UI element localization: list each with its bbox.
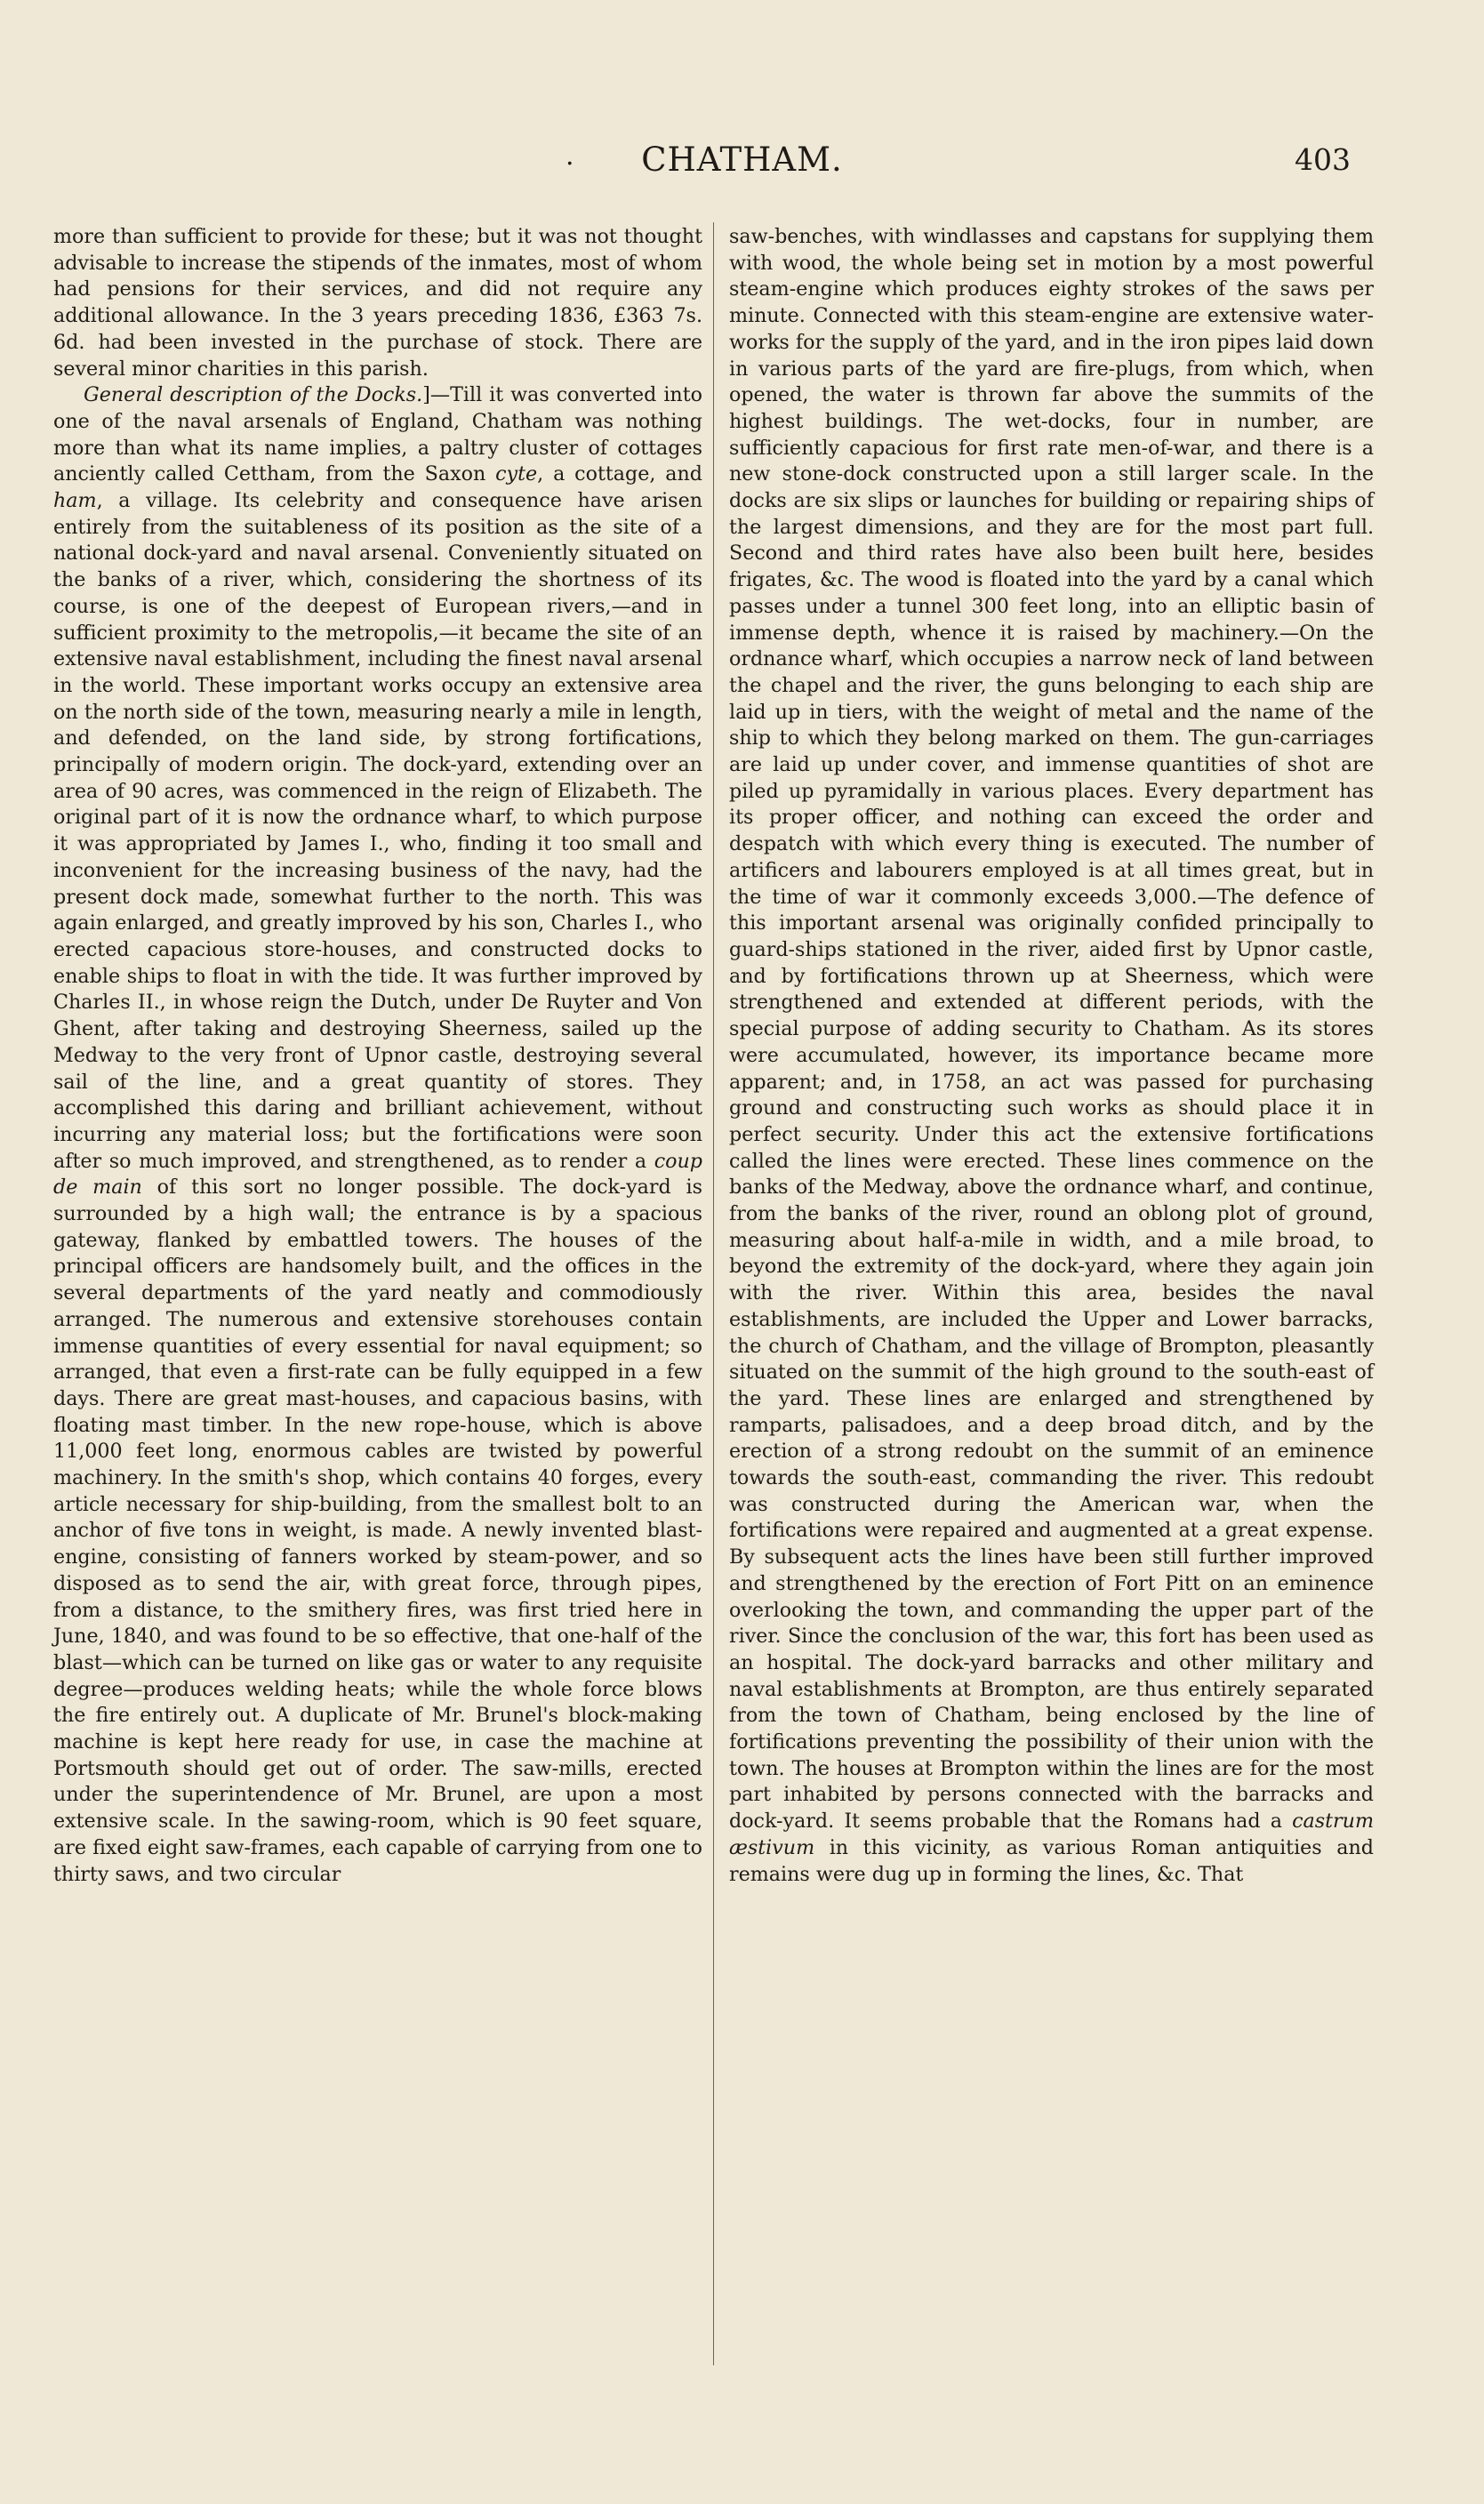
running-title: CHATHAM. [641,140,843,179]
paragraph-docks-description [53,382,702,1888]
text-run: saw-benches, with windlasses and capstans for supplying them with wood, the whole being set in motion by a most powerful steam-engine which produces eighty strokes of the saws per minute. Connected with this steam-engine are extensive water-works for the supply of the yard, and in the iron pipes laid down in various parts of the yard are fire-plugs, from which, when opened, the water is thrown far above the summits of the highest buildings. The wet-docks, four in number, are sufficiently capacious for first rate men-of-war, and there is a new stone-dock constructed upon a still larger scale. In the docks are six slips or launches for building or repairing ships of the largest dimensions, and they are for the most part full. Second and third rates have also been built here, besides frigates, &c. The wood is floated into the yard by a canal which passes under a tunnel 300 feet long, into an elliptic basin of immense depth, whence it is raised by machinery.—On the ordnance wharf, which occupies a narrow neck of land between the chapel and the river, the guns belonging to each ship are laid up in tiers, with the weight of metal and the name of the ship to which they belong marked on them. The gun-carriages are laid up under cover, and immense quantities of shot are piled up pyramidally in various places. Every department has its proper officer, and nothing can exceed the order and despatch with which every thing is executed. The number of artificers and labourers employed is at all times great, but in the time of war it commonly exceeds 3,000.—The defence of this important arsenal was originally confided principally to guard-ships stationed in the river, aided first by Upnor castle, and by fortifications thrown up at Sheerness, which were strengthened and extended at different periods, with the special purpose of adding security to Chatham. As its stores were accumulated, however, its importance became more apparent; and, in 1758, an act was passed for purchasing ground and constructing such works as should place it in perfect security. Under this act the extensive fortifications called the lines were erected. These lines commence on the banks of the Medway, above the ordnance wharf, and continue, from the banks of the river, round an oblong plot of ground, measuring about half-a-mile in width, and a mile broad, to beyond the extremity of the dock-yard, where they again join with the river. Within this area, besides the naval establishments, are included the Upper and Lower barracks, the church of Chatham, and the village of Brompton, pleasantly situated on the summit of the high ground to the south-east of the yard. These lines are enlarged and strengthened by ramparts, palisadoes, and a deep broad ditch, and by the erection of a strong redoubt on the summit of an eminence towards the south-east, commanding the river. This redoubt was constructed during the American war, when the fortifications were repaired and augmented at a great expense. By subsequent acts the lines have been still further improved and strengthened by the erection of Fort Pitt on an eminence overlooking the town, and commanding the upper part of the river. Since the conclusion of the war, this fort has been used as an hospital. The dock-yard barracks and other military and naval establishments at Brompton, are thus entirely separated from the town of Chatham, being enclosed by the line of fortifications preventing the possibility of their union with the town. The houses at Brompton within the lines are for the most part inhabited by persons connected with the barracks and dock-yard. It seems probable that the Romans had a [729,225,1374,1834]
italic-term-ham: ham [53,489,97,513]
page-number: 403 [1295,142,1351,177]
left-column [53,224,702,1888]
column-divider [713,222,714,2365]
italic-term-castrum: castrum æstivum [729,1810,1374,1859]
text-run: ]—Till it was converted into one of the naval arsenals of England, Chatham was nothing more than what its name implies, a paltry cluster of cottages anciently called Cettham, from the Saxon [53,383,702,486]
right-column [729,224,1374,1888]
italic-term-cyte: cyte [495,462,538,486]
text-run: , a cottage, and [537,462,702,486]
text-run: , a village. Its celebrity and consequence have arisen entirely from the suitableness of its position as the site of a national dock-yard and naval arsenal. Conveniently situated on the banks of a river, which, considering the shortness of its course, is one of the deepest of European rivers,—and in sufficient proximity to the metropolis,—it became the site of an extensive naval establishment, including the finest naval arsenal in the world. These important works occupy an extensive area on the north side of the town, measuring nearly a mile in length, and defended, on the land side, by strong fortifications, principally of modern origin. The dock-yard, extending over an area of 90 acres, was commenced in the reign of Elizabeth. The original part of it is now the ordnance wharf, to which purpose it was appropriated by James I., who, finding it too small and inconvenient for the increasing business of the navy, had the present dock made, somewhat further to the north. This was again enlarged, and greatly improved by his son, Charles I., who erected capacious store-houses, and constructed docks to enable ships to float in with the tide. It was further improved by Charles II., in whose reign the Dutch, under De Ruyter and Von Ghent, after taking and destroying Sheerness, sailed up the Medway to the very front of Upnor castle, destroying several sail of the line, and a great quantity of stores. They accomplished this daring and brilliant achievement, without incurring any material loss; but the fortifications were soon after so much improved, and strengthened, as to render a [53,489,702,1173]
italic-term-coup-de-main: coup de main [53,1149,702,1200]
paragraph-charities: more than sufficient to provide for these; but it was not thought advisable to increase the stipends of the inmates, most of whom had pensions for their services, and did not require any additional allowance. In the 3 years preceding 1836, £363 7s. 6d. had been invested in the purchase of stock. There are several minor charities in this parish. [53,225,702,381]
text-run: of this sort no longer possible. The dock-yard is surrounded by a high wall; the entrance is by a spacious gateway, flanked by embattled towers. The houses of the principal officers are handsomely built, and the offices in the several departments of the yard neatly and commodiously arranged. The numerous and extensive storehouses contain immense quantities of every essential for naval equipment; so arranged, that even a first-rate can be fully equipped in a few days. There are great mast-houses, and capacious basins, with floating mast timber. In the new rope-house, which is above 11,000 feet long, enormous cables are twisted by powerful machinery. In the smith's shop, which contains 40 forges, every article necessary for ship-building, from the smallest bolt to an anchor of five tons in weight, is made. A newly invented blast-engine, consisting of fanners worked by steam-power, and so disposed as to send the air, with great force, through pipes, from a distance, to the smithery fires, was first tried here in June, 1840, and was found to be so effective, that one-half of the blast—which can be turned on like gas or water to any requisite degree—produces welding heats; while the whole force blows the fire entirely out. A duplicate of Mr. Brunel's block-making machine is kept here ready for use, in case the machine at Portsmouth should get out of order. The saw-mills, erected under the superintendence of Mr. Brunel, are upon a most extensive scale. In the sawing-room, which is 90 feet square, are fixed eight saw-frames, each capable of carrying from one to thirty saws, and two circular [53,1176,703,1886]
header-dot: . [566,140,574,172]
page-header [0,140,1484,190]
text-run: in this vicinity, as various Roman antiquities and remains were dug up in forming the lines, &c. That [729,1835,1374,1886]
paragraph-continued [729,224,1374,1888]
section-heading-docks: General description of the Docks. [84,383,423,407]
